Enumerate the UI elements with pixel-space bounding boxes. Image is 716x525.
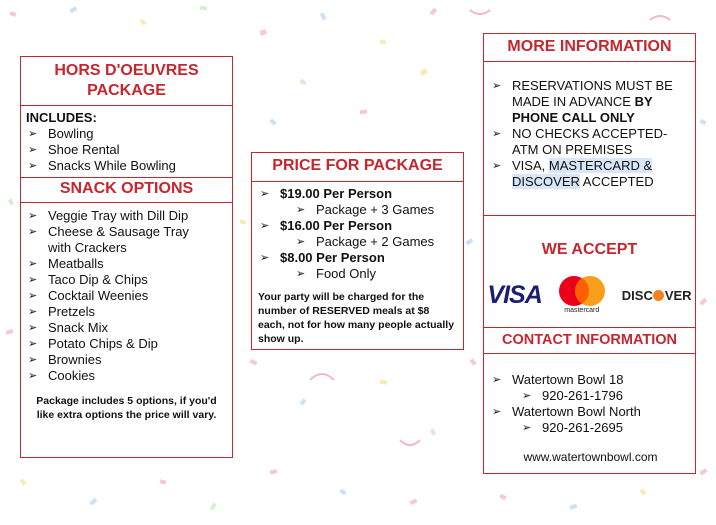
price-tier [258,186,459,218]
includes-list [26,126,228,174]
list-item: ➢ Taco Dip & Chips [26,272,228,288]
location-name: Watertown Bowl North [512,404,641,419]
reservations-line1: RESERVATIONS MUST BE [512,78,673,93]
more-info-list [484,62,695,215]
price-title: PRICE FOR PACKAGE [272,157,443,174]
list-item: ➢ Snacks While Bowling [26,158,228,174]
list-item: ➢ Cocktail Weenies [26,288,228,304]
location-phone[interactable]: ➢ 920-261-1796 [520,388,691,404]
list-item: with Crackers [48,240,127,255]
discover-text-end: VER [664,287,692,303]
hors-doeuvres-title [21,57,232,105]
hors-doeuvres-title-line1: HORS D'OEUVRES [54,62,199,79]
cards-highlight-discover: DISCOVER [512,174,580,189]
includes-label: INCLUDES: [26,110,97,125]
list-item: ➢ Cheese & Sausage Tray [26,224,228,240]
cards-highlight-mastercard: MASTERCARD & [548,158,653,173]
reservations-line2: MADE IN ADVANCE [512,94,635,109]
discover-logo [622,288,692,303]
mastercard-logo [556,275,608,315]
location-phone[interactable]: ➢ 920-261-2695 [520,420,691,436]
hors-doeuvres-panel [20,56,233,458]
list-item: ➢ Pretzels [26,304,228,320]
list-item: ➢ Bowling [26,126,228,142]
snack-options-title: SNACK OPTIONS [59,180,194,197]
list-item: ➢ Veggie Tray with Dill Dip [26,208,228,224]
checks-line2: ATM ON PREMISES [512,142,633,157]
contact-location [490,404,691,436]
price-panel [251,152,464,350]
we-accept-section [484,216,695,327]
list-item: ➢ Potato Chips & Dip [26,336,228,352]
list-item: ➢ Meatballs [26,256,228,272]
price-note: Your party will be charged for the number of RESERVED meals at $8 each, not for how many people actually show up. [258,291,455,345]
price-tier-detail: ➢ Package + 2 Games [294,234,459,250]
price-tier [258,250,459,282]
list-item: ➢ Brownies [26,352,228,368]
price-tier-detail: ➢ Package + 3 Games [294,202,459,218]
list-item [490,126,691,158]
contact-location [490,372,691,404]
contact-list [490,372,691,436]
we-accept-title: WE ACCEPT [541,241,638,258]
discover-text-start: DISC [621,287,653,303]
more-info-title: MORE INFORMATION [507,38,672,55]
visa-logo: VISA [487,280,542,309]
hors-doeuvres-title-line2: PACKAGE [87,82,166,99]
checks-line1: NO CHECKS ACCEPTED- [512,126,668,141]
card-logos [484,275,695,315]
snack-options-note: Package includes 5 options, if you'd like extra options the price will vary. [36,395,217,421]
price-tier [258,218,459,250]
price-tier-amount: $8.00 Per Person [280,250,385,265]
list-item: ➢ Snack Mix [26,320,228,336]
list-item [490,158,691,190]
location-name: Watertown Bowl 18 [512,372,624,387]
list-item: ➢ Cookies [26,368,228,384]
price-tier-amount: $16.00 Per Person [280,218,393,233]
price-tier-list [258,186,459,282]
cards-accepted: ACCEPTED [579,174,654,189]
price-tier-amount: $19.00 Per Person [280,186,393,201]
mastercard-wordmark: mastercard [564,307,600,314]
contact-title: CONTACT INFORMATION [501,332,678,348]
reservations-line3: PHONE CALL ONLY [512,110,635,125]
mastercard-circles-icon [556,275,608,307]
price-tier-detail: ➢ Food Only [294,266,459,282]
list-item [490,78,691,126]
snack-options-list [21,203,232,384]
reservations-by: BY [634,94,653,109]
info-panel [483,33,696,474]
cards-visa: VISA, [512,158,549,173]
discover-o-icon [653,290,664,301]
list-item: ➢ Shoe Rental [26,142,228,158]
website-link[interactable]: www.watertownbowl.com [523,450,658,464]
